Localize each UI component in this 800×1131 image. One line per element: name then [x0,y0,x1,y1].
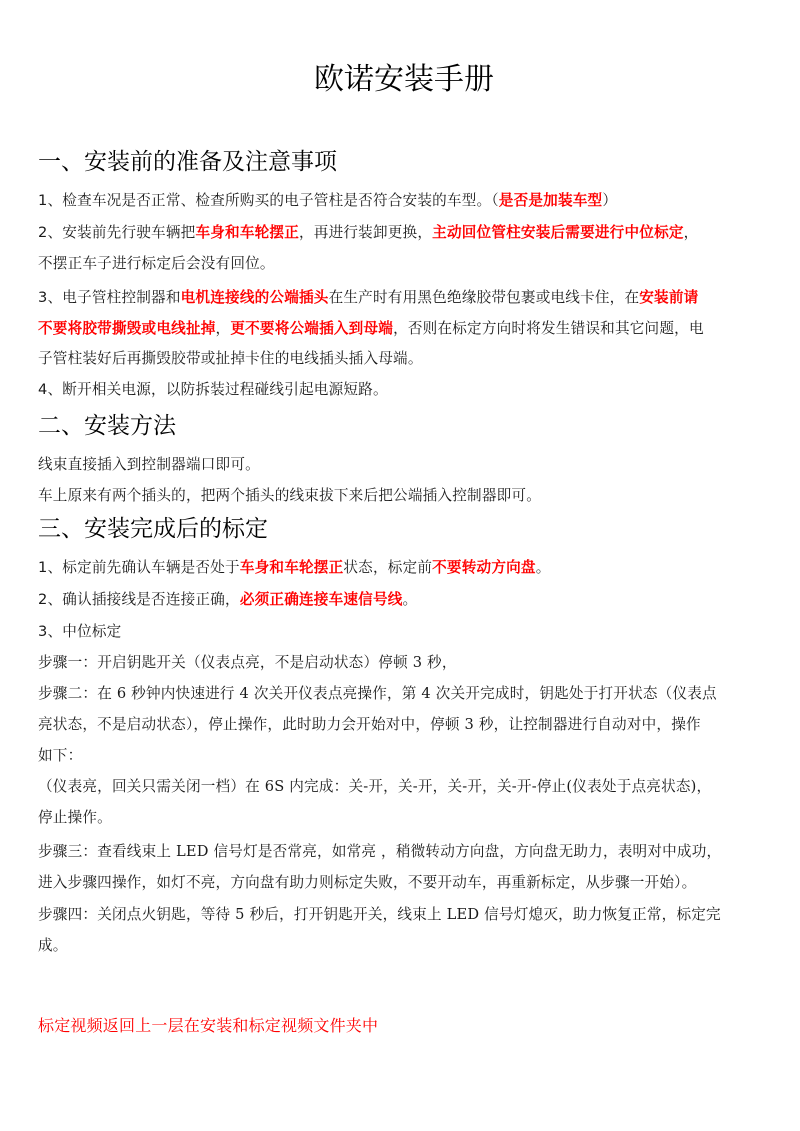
prep-item-4: 4、断开相关电源，以防拆装过程碰线引起电源短路。 [38,381,388,398]
emphasis-text: 必须正确连接车速信号线 [239,591,403,608]
item-number: 1、 [38,192,63,209]
step-3: 步骤三：查看线束上 LED 信号灯是否常亮，如常亮 ，稍微转动方向盘，方向盘无助力，表明对中成功， [38,843,722,860]
step-4: 步骤四：关闭点火钥匙，等待 5 秒后，打开钥匙开关，线束上 LED 信号灯熄灭，助力恢复正常，标定完 [38,906,721,923]
method-line-1: 线束直接插入到控制器端口即可。 [38,456,260,473]
step-4-cont: 成。 [38,937,68,954]
step-label: 步骤三： [38,843,98,860]
prep-item-1: 1、检查车况是否正常、检查所购买的电子管柱是否符合安装的车型。（是否是加装车型） [38,192,618,209]
item-number: 4、 [38,381,63,398]
calib-item-1: 1、标定前先确认车辆是否处于车身和车轮摆正状态，标定前不要转动方向盘。 [38,559,551,576]
emphasis-text: 更不要将公端插入到母端 [230,320,394,337]
emphasis-text: 是否是加装车型 [498,192,603,209]
emphasis-text: 车身和车轮摆正 [195,224,299,241]
step-label: 步骤二： [38,685,98,702]
emphasis-text: 电机连接线的公端插头 [180,289,329,306]
prep-item-3: 3、电子管柱控制器和电机连接线的公端插头在生产时有用黑色绝缘胶带包裹或电线卡住，在安装前请 [38,289,699,306]
step-2-cont-1: 亮状态，不是启动状态），停止操作，此时助力会开始对中，停顿 3 秒，让控制器进行自动对中，操作 [38,716,701,733]
step-3-cont: 进入步骤四操作，如灯不亮，方向盘有助力则标定失败，不要开动车，再重新标定，从步骤一开始）。 [38,874,697,891]
prep-item-2-cont: 不摆正车子进行标定后会没有回位。 [38,255,275,272]
prep-item-2: 2、安装前先行驶车辆把车身和车轮摆正，再进行装卸更换，主动回位管柱安装后需要进行中位标定， [38,224,699,241]
item-number: 2、 [38,591,63,608]
item-number: 3、 [38,623,63,640]
method-line-2: 车上原来有两个插头的，把两个插头的线束拔下来后把公端插入控制器即可。 [38,487,541,504]
section-heading-method: 二、安装方法 [38,413,176,439]
step-2-cont-2: 如下： [38,747,83,764]
item-number: 1、 [38,559,63,576]
emphasis-text: 安装前请 [639,289,699,306]
emphasis-text: 主动回位管柱安装后需要进行中位标定 [432,224,684,241]
prep-item-3-cont-1: 不要将胶带撕毁或电线扯掉，更不要将公端插入到母端，否则在标定方向时将发生错误和其它问题，电 [38,320,704,337]
step-2-sequence-cont: 停止操作。 [38,809,112,826]
document-title: 欧诺安装手册 [314,62,494,97]
step-2-sequence: （仪表亮，回关只需关闭一档）在 6S 内完成：关-开，关-开，关-开，关-开-停止(仪表处于点亮状态)， [38,778,712,795]
step-label: 步骤四： [38,906,98,923]
item-number: 2、 [38,224,63,241]
item-number: 3、 [38,289,63,306]
step-1: 步骤一：开启钥匙开关（仪表点亮，不是启动状态）停顿 3 秒， [38,654,457,671]
footer-note: 标定视频返回上一层在安装和标定视频文件夹中 [38,1016,379,1035]
calib-item-2: 2、确认插接线是否连接正确，必须正确连接车速信号线。 [38,591,418,608]
section-heading-preparation: 一、安装前的准备及注意事项 [38,149,337,175]
prep-item-3-cont-2: 子管柱装好后再撕毁胶带或扯掉卡住的电线插头插入母端。 [38,350,423,367]
emphasis-text: 不要转动方向盘 [432,559,536,576]
step-label: 步骤一： [38,654,98,671]
emphasis-text: 不要将胶带撕毁或电线扯掉 [38,320,216,337]
emphasis-text: 车身和车轮摆正 [239,559,344,576]
calib-item-3: 3、中位标定 [38,623,122,640]
step-2: 步骤二：在 6 秒钟内快速进行 4 次关开仪表点亮操作，第 4 次关开完成时，钥匙处于打开状态（仪表点 [38,685,717,702]
section-heading-calibration: 三、安装完成后的标定 [38,516,268,542]
